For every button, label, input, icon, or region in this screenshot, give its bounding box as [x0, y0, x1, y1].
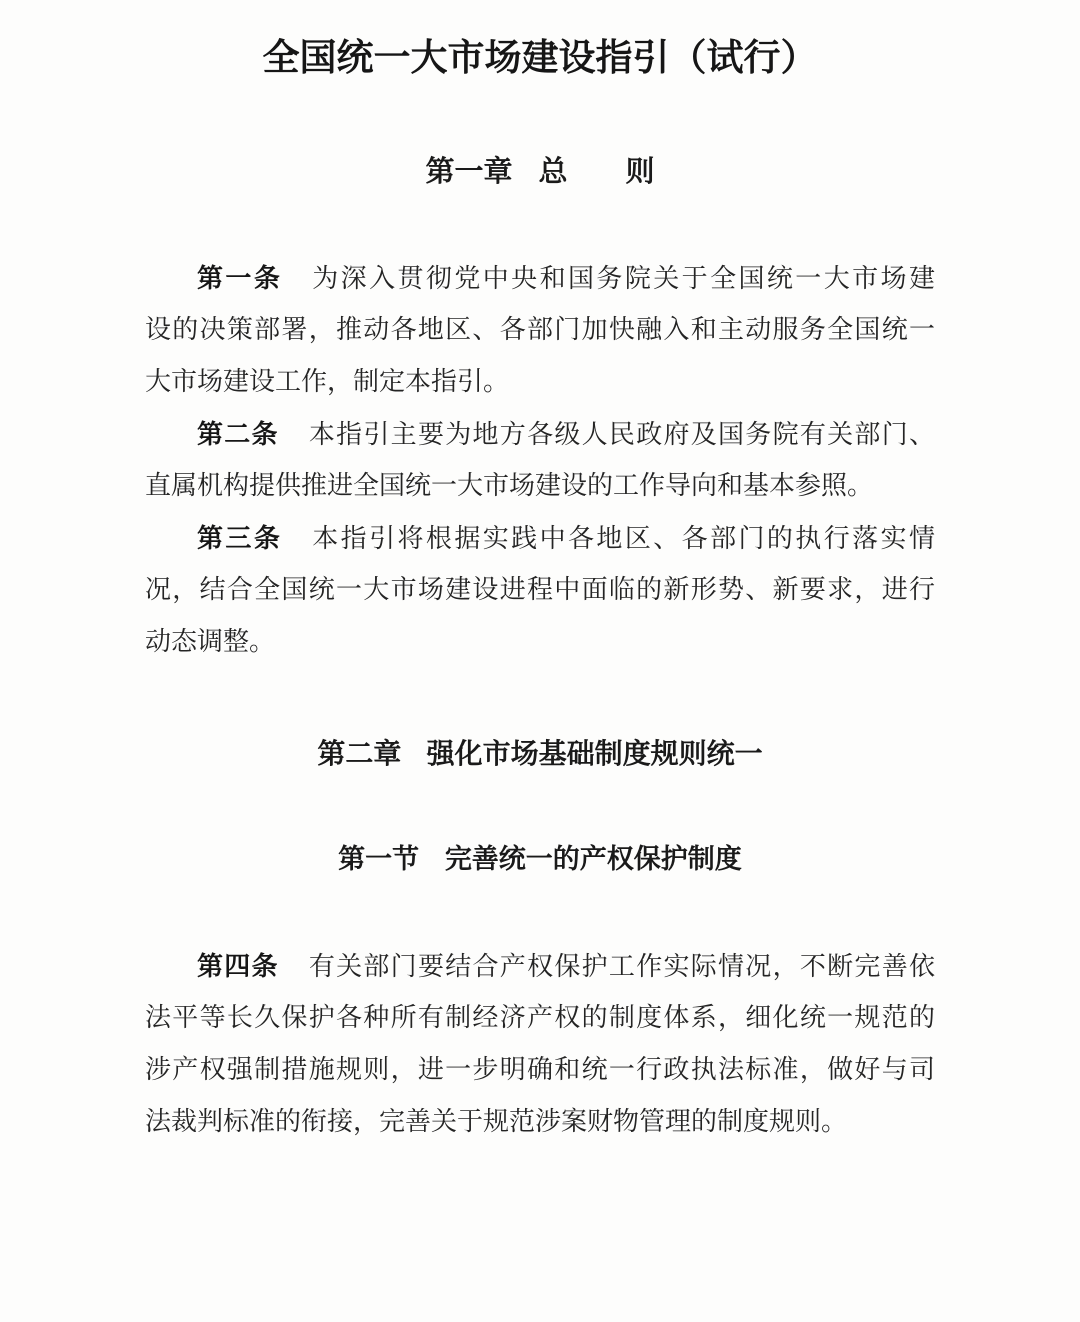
section-1-heading — [145, 841, 935, 877]
article-1-label: 第一条 — [197, 263, 283, 293]
document-title: 全国统一大市场建设指引（试行） — [262, 38, 818, 79]
article-3-label: 第三条 — [197, 523, 283, 553]
article-4-line-2: 法平等长久保护各种所有制经济产权的制度体系，细化统一规范的 — [145, 1003, 935, 1032]
article-1-line-3: 大市场建设工作，制定本指引。 — [145, 367, 510, 396]
chapter-2-label: 第二章 — [317, 739, 402, 770]
chapter-1-title: 总 则 — [538, 156, 655, 188]
article-1-line-1 — [145, 252, 935, 304]
article-3-line-1-text: 本指引将根据实践中各地区、各部门的执行落实情 — [312, 524, 935, 553]
article-1-line-1-text: 为深入贯彻党中央和国务院关于全国统一大市场建 — [312, 264, 935, 293]
section-1-label: 第一节 — [338, 844, 420, 874]
article-4-label: 第四条 — [197, 951, 279, 981]
article-2-line-1 — [145, 408, 935, 460]
chapter-2-title: 强化市场基础制度规则统一 — [426, 739, 763, 770]
article-3-line-2: 况，结合全国统一大市场建设进程中面临的新形势、新要求，进行 — [145, 575, 935, 604]
article-4-line-3: 涉产权强制措施规则，进一步明确和统一行政执法标准，做好与司 — [145, 1055, 935, 1084]
chapter-2-heading — [145, 735, 935, 775]
article-2-label: 第二条 — [197, 419, 279, 449]
section-1-title: 完善统一的产权保护制度 — [444, 844, 742, 874]
article-2-line-1-text: 本指引主要为地方各级人民政府及国务院有关部门、 — [308, 420, 935, 449]
chapter-1-label: 第一章 — [425, 156, 513, 188]
article-2 — [145, 408, 935, 512]
article-4 — [145, 940, 935, 1148]
article-3 — [145, 512, 935, 668]
article-4-line-4: 法裁判标准的衔接，完善关于规范涉案财物管理的制度规则。 — [145, 1107, 848, 1136]
chapter-1-heading — [145, 152, 935, 192]
article-2-line-2: 直属机构提供推进全国统一大市场建设的工作导向和基本参照。 — [145, 471, 874, 500]
article-3-line-1 — [145, 512, 935, 564]
article-3-line-3: 动态调整。 — [145, 627, 276, 656]
article-4-line-1 — [145, 940, 935, 992]
article-1 — [145, 252, 935, 408]
article-1-line-2: 设的决策部署，推动各地区、各部门加快融入和主动服务全国统一 — [145, 315, 935, 344]
chapter-1-articles — [145, 252, 935, 668]
article-4-line-1-text: 有关部门要结合产权保护工作实际情况，不断完善依 — [308, 952, 935, 981]
